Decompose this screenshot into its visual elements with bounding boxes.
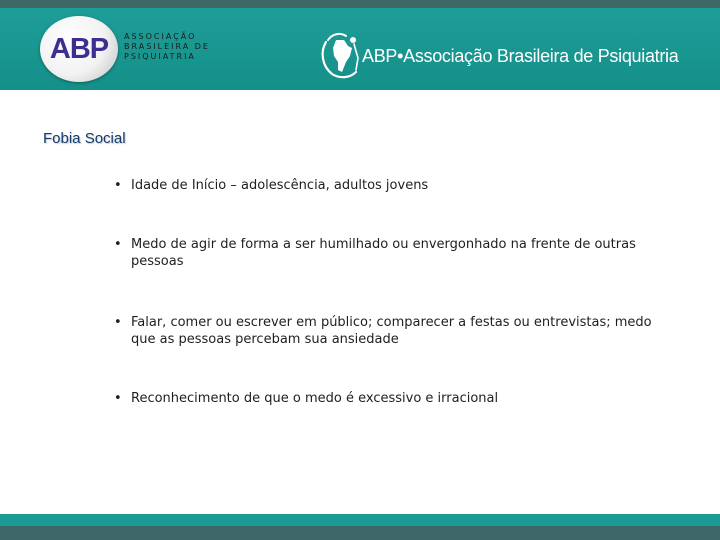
bullet-text: Idade de Início – adolescência, adultos jovens <box>131 178 429 193</box>
top-stripe <box>0 0 720 8</box>
footer-band <box>0 514 720 526</box>
abp-badge-text: ABP <box>49 33 109 65</box>
abp-emblem-icon <box>318 28 364 80</box>
bullet-text: Medo de agir de forma a ser humilhado ou envergonhado na frente de outras pessoas <box>131 237 636 269</box>
header-banner <box>0 8 720 90</box>
association-name-line: PSIQUIATRIA <box>124 52 196 61</box>
association-name-line: ASSOCIAÇÃO <box>124 32 197 41</box>
bullet-icon: • <box>114 237 122 252</box>
abp-logo-left <box>40 14 240 90</box>
abp-logo-right <box>318 22 698 86</box>
footer-stripe <box>0 526 720 540</box>
bullet-icon: • <box>114 315 122 330</box>
slide-title: Fobia Social <box>43 130 126 147</box>
abp-badge-icon <box>40 16 118 82</box>
bullet-text: Reconhecimento de que o medo é excessivo e irracional <box>131 391 499 406</box>
association-full-name: ABP•Associação Brasileira de Psiquiatria <box>362 46 679 66</box>
bullet-text: Falar, comer ou escrever em público; comparecer a festas ou entrevistas; medo que as pessoas percebam sua ansiedade <box>131 315 652 347</box>
bullet-icon: • <box>114 178 122 193</box>
bullet-icon: • <box>114 391 122 406</box>
association-name <box>124 32 210 62</box>
association-name-line: BRASILEIRA DE <box>124 42 210 51</box>
